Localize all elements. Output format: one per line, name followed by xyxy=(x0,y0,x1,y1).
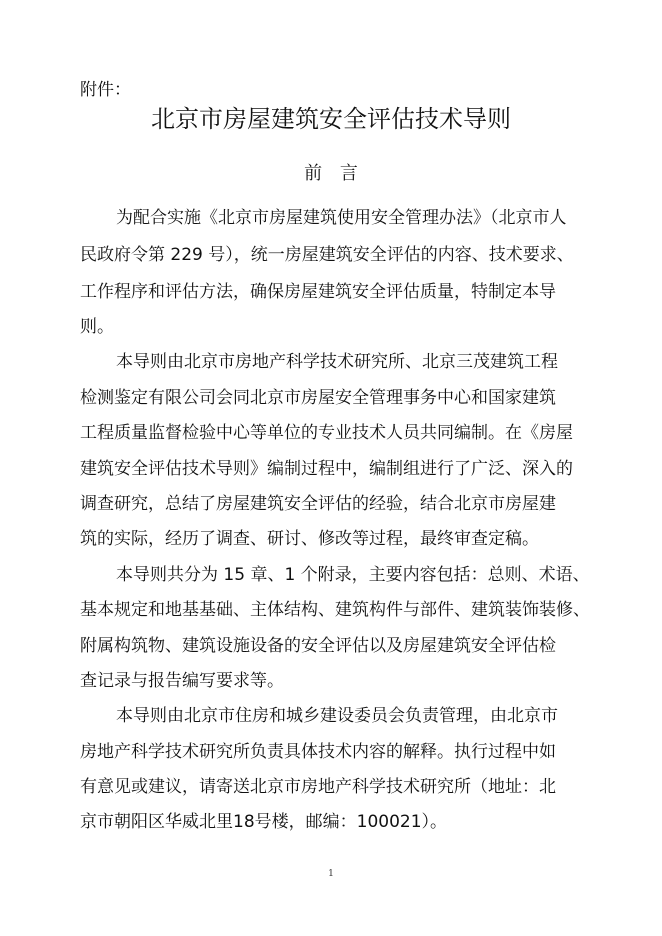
paragraph-line: 建筑安全评估技术导则》编制过程中，编制组进行了广泛、深入的 xyxy=(80,459,573,479)
paragraph-line: 调查研究，总结了房屋建筑安全评估的经验，结合北京市房屋建 xyxy=(80,494,556,514)
paragraph-line: 本导则共分为 15 章、1 个附录，主要内容包括：总则、术语、 xyxy=(116,565,590,585)
paragraph-line: 京市朝阳区华威北里18号楼，邮编：100021）。 xyxy=(80,812,448,832)
paragraph-line: 查记录与报告编写要求等。 xyxy=(80,671,284,691)
paragraph-line: 为配合实施《北京市房屋建筑使用安全管理办法》（北京市人 xyxy=(116,208,567,228)
section-title-preface: 前 言 xyxy=(304,163,364,184)
attachment-label: 附件： xyxy=(80,80,131,100)
paragraph-line: 有意见或建议，请寄送北京市房地产科学技术研究所（地址：北 xyxy=(80,777,556,797)
paragraph-line: 筑的实际，经历了调查、研讨、修改等过程，最终审查定稿。 xyxy=(80,529,539,549)
paragraph-line: 则。 xyxy=(80,317,114,337)
paragraph-line: 本导则由北京市房地产科学技术研究所、北京三茂建筑工程 xyxy=(116,352,558,372)
paragraph-line: 工作程序和评估方法，确保房屋建筑安全评估质量，特制定本导 xyxy=(80,282,556,302)
paragraph-line: 检测鉴定有限公司会同北京市房屋安全管理事务中心和国家建筑 xyxy=(80,388,556,408)
page-number: 1 xyxy=(328,869,334,879)
paragraph-line: 房地产科学技术研究所负责具体技术内容的解释。执行过程中如 xyxy=(80,742,556,762)
document-title: 北京市房屋建筑安全评估技术导则 xyxy=(151,105,511,133)
paragraph-line: 民政府令第 229 号），统一房屋建筑安全评估的内容、技术要求、 xyxy=(80,245,574,265)
paragraph-line: 附属构筑物、建筑设施设备的安全评估以及房屋建筑安全评估检 xyxy=(80,636,556,656)
paragraph-line: 本导则由北京市住房和城乡建设委员会负责管理，由北京市 xyxy=(116,706,558,726)
paragraph-line: 基本规定和地基基础、主体结构、建筑构件与部件、建筑装饰装修、 xyxy=(80,600,590,620)
paragraph-line: 工程质量监督检验中心等单位的专业技术人员共同编制。在《房屋 xyxy=(80,423,573,443)
